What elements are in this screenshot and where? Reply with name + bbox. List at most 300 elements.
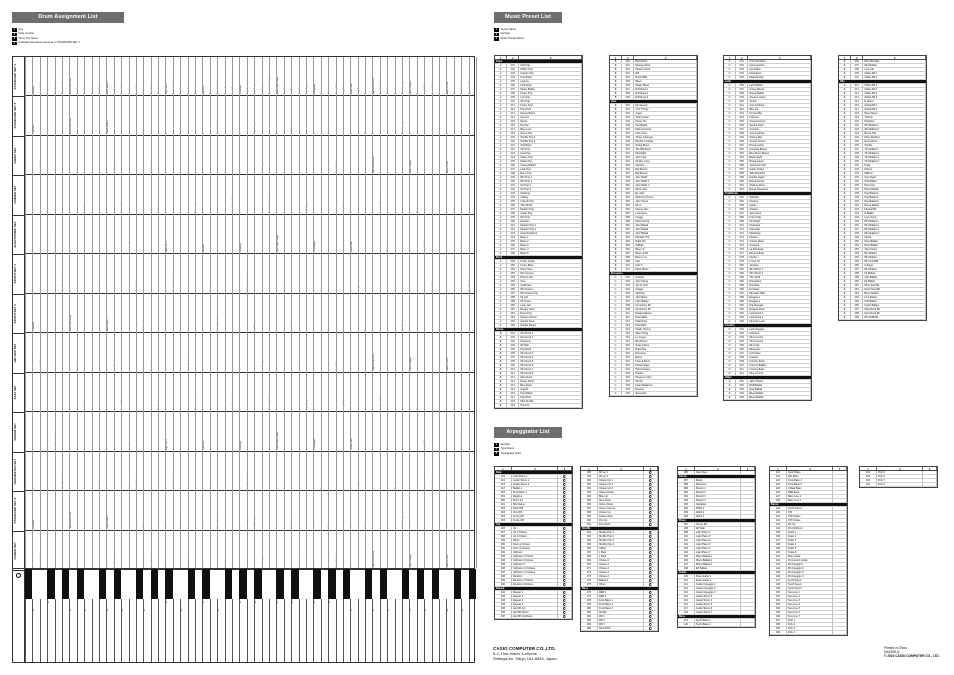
black-key bbox=[25, 569, 32, 599]
same-as-standard-mark: ← bbox=[239, 486, 242, 490]
hold-cell bbox=[644, 599, 658, 602]
same-as-standard-mark: ← bbox=[283, 447, 286, 450]
group-cell: C bbox=[724, 140, 736, 143]
name-cell: Everywhere bbox=[863, 140, 926, 143]
name-cell: Soft Ballad bbox=[863, 300, 926, 303]
note-column-line bbox=[454, 57, 455, 568]
hold-circle-icon bbox=[649, 471, 652, 474]
number-cell: 025 bbox=[495, 519, 512, 522]
hold-cell bbox=[558, 547, 572, 550]
same-as-standard-mark: ← bbox=[39, 407, 42, 411]
hold-cell bbox=[741, 623, 755, 626]
note-number: 52 bbox=[210, 609, 213, 612]
drum-instrument-label: Open Cuica bbox=[394, 477, 397, 490]
same-as-standard-mark: ← bbox=[468, 131, 471, 134]
name-cell: Mr Ballad bbox=[863, 272, 926, 275]
same-as-standard-mark: ← bbox=[365, 289, 368, 292]
same-as-standard-mark: ← bbox=[291, 250, 294, 253]
number-cell: 048 bbox=[581, 471, 598, 474]
same-as-standard-mark: ← bbox=[402, 486, 405, 490]
black-key bbox=[62, 569, 69, 599]
number-cell: 034 bbox=[851, 176, 863, 179]
type-cell: Repeat 2 bbox=[512, 595, 558, 598]
type-cell: Funk Bass 2 bbox=[598, 603, 644, 606]
group-cell: C bbox=[610, 332, 622, 335]
drum-instrument-label: Ride Cymbal 1 bbox=[187, 80, 190, 95]
arp-row[interactable] bbox=[860, 483, 937, 487]
type-cell: Step Down bbox=[598, 499, 644, 502]
name-cell: Jazz Ballad bbox=[634, 232, 697, 235]
same-as-standard-mark: ← bbox=[121, 131, 124, 134]
same-as-standard-mark: ← bbox=[439, 565, 442, 568]
hold-circle-icon bbox=[649, 483, 652, 486]
same-as-standard-mark: ← bbox=[283, 526, 286, 529]
same-as-standard-mark: ← bbox=[173, 447, 176, 450]
same-as-standard-mark: ← bbox=[128, 210, 131, 213]
arp-column bbox=[677, 466, 756, 628]
number-cell: 093 bbox=[678, 503, 695, 506]
same-as-standard-mark: ← bbox=[313, 368, 316, 371]
same-as-standard-mark: ← bbox=[468, 171, 471, 174]
hold-cell bbox=[833, 483, 847, 486]
same-as-standard-mark: ← bbox=[298, 131, 301, 134]
category-name: Latin bbox=[725, 80, 731, 83]
same-as-standard-mark: ← bbox=[343, 131, 346, 134]
same-as-standard-mark: ← bbox=[187, 210, 190, 213]
same-as-standard-mark: ← bbox=[232, 131, 235, 134]
note-column-line bbox=[291, 57, 292, 568]
name-cell: 60's Rock 4 bbox=[519, 356, 582, 359]
number-cell: 056 bbox=[851, 264, 863, 267]
group-cell: B bbox=[610, 180, 622, 183]
hold-circle-icon bbox=[649, 575, 652, 578]
same-as-standard-mark: ← bbox=[247, 171, 249, 174]
same-as-standard-mark: ← bbox=[328, 486, 331, 490]
drum-instrument-label: Ride Bell bbox=[202, 243, 205, 253]
same-as-standard-mark: ← bbox=[173, 210, 176, 213]
number-cell: 035 bbox=[622, 124, 634, 127]
note-number: 32 bbox=[62, 601, 65, 604]
name-cell: 80's Ballad 4 bbox=[863, 232, 926, 235]
number-cell: 067 bbox=[622, 252, 634, 255]
name-cell: Double Sagra bbox=[748, 176, 811, 179]
hold-cell bbox=[833, 583, 847, 586]
number-cell: 043 bbox=[851, 212, 863, 215]
same-as-standard-mark: ← bbox=[372, 250, 375, 253]
same-as-standard-mark: ← bbox=[69, 250, 72, 253]
name-cell: Pure Pride bbox=[748, 216, 811, 219]
same-as-standard-mark: ← bbox=[210, 526, 213, 529]
note-number: 83 bbox=[439, 609, 442, 612]
number-cell: 070 bbox=[581, 563, 598, 566]
same-as-standard-mark: ← bbox=[165, 526, 168, 529]
name-cell: Jazz Waltz 2 bbox=[634, 184, 697, 187]
same-as-standard-mark: ← bbox=[269, 447, 272, 450]
hold-cell bbox=[833, 515, 847, 518]
hold-circle-icon bbox=[563, 599, 566, 602]
header-cell: 1 bbox=[581, 467, 598, 470]
type-cell: Poly 1 bbox=[787, 619, 833, 622]
number-cell: 078 bbox=[736, 256, 748, 259]
type-cell: Synth Seq 3 bbox=[787, 587, 833, 590]
drum-instrument-label: High Wood Block bbox=[372, 156, 375, 174]
drum-instrument-label: High Tom 1 bbox=[180, 83, 183, 95]
number-cell: 039 bbox=[507, 216, 519, 219]
note-column-line bbox=[158, 57, 159, 568]
header-cell: 2 bbox=[877, 467, 923, 470]
arp-row[interactable] bbox=[770, 631, 847, 635]
arp-row[interactable] bbox=[495, 615, 572, 619]
number-cell: 086 bbox=[736, 288, 748, 291]
same-as-standard-mark: ← bbox=[357, 407, 360, 411]
same-as-standard-mark: ← bbox=[106, 250, 109, 253]
same-as-standard-mark: ← bbox=[173, 407, 176, 411]
type-cell: Down bbox=[512, 539, 558, 542]
drum-instrument-label: Low Tom 2 bbox=[113, 360, 116, 371]
arp-row[interactable] bbox=[678, 623, 755, 627]
name-cell: 80's Pop 1 bbox=[519, 176, 582, 179]
type-cell: Octave 2 bbox=[598, 559, 644, 562]
name-cell: Big Band 2 bbox=[634, 172, 697, 175]
number-cell: 027 bbox=[507, 168, 519, 171]
same-as-standard-mark: ← bbox=[409, 289, 412, 292]
same-as-standard-mark: ← bbox=[224, 210, 227, 213]
hold-cell bbox=[833, 571, 847, 574]
type-cell: Mozart 1 bbox=[695, 487, 741, 490]
number-cell: 050 bbox=[851, 240, 863, 243]
black-key bbox=[276, 569, 283, 599]
same-as-standard-mark: ← bbox=[394, 526, 397, 529]
same-as-standard-mark: ← bbox=[335, 486, 338, 490]
same-as-standard-mark: ← bbox=[239, 171, 242, 174]
hold-cell bbox=[741, 583, 755, 586]
type-cell: Glowflow bbox=[695, 503, 741, 506]
number-cell: 020 bbox=[622, 60, 634, 63]
drum-instrument-label: Ride Cymbal 1 bbox=[187, 159, 190, 174]
same-as-standard-mark: ← bbox=[136, 250, 139, 253]
type-cell: Pop Down bbox=[598, 523, 644, 526]
hold-circle-icon bbox=[563, 615, 566, 618]
drum-instrument-label: High Tom 2 bbox=[165, 83, 168, 95]
drum-instrument-label: Open Rim Shot bbox=[62, 276, 65, 292]
black-key bbox=[202, 569, 209, 599]
type-cell: Latin Piano 1 bbox=[512, 475, 558, 478]
hold-circle-icon bbox=[649, 599, 652, 602]
same-as-standard-mark: ← bbox=[424, 565, 427, 568]
white-key-line bbox=[269, 599, 270, 662]
number-cell: 016 bbox=[507, 392, 519, 395]
number-cell: 087 bbox=[736, 292, 748, 295]
same-as-standard-mark: ← bbox=[32, 210, 35, 213]
hold-cell bbox=[833, 591, 847, 594]
name-cell: R/R Rock 2 bbox=[634, 92, 697, 95]
hold-cell bbox=[644, 543, 658, 546]
number-cell: 064 bbox=[507, 320, 519, 323]
type-cell: Poly 5 bbox=[877, 471, 923, 474]
number-cell: 053 bbox=[507, 276, 519, 279]
hold-cell bbox=[741, 607, 755, 610]
same-as-standard-mark: ← bbox=[306, 368, 309, 371]
group-cell: E bbox=[839, 316, 851, 319]
legend-row bbox=[494, 452, 614, 456]
same-as-standard-mark: ← bbox=[217, 407, 220, 411]
same-as-standard-mark: ← bbox=[276, 131, 279, 134]
name-cell: Retro Pop bbox=[519, 172, 582, 175]
hold-cell bbox=[741, 599, 755, 602]
group-cell: D bbox=[724, 364, 736, 367]
number-cell: 159 bbox=[770, 627, 787, 630]
note-number: 27 bbox=[25, 601, 28, 604]
same-as-standard-mark: ← bbox=[446, 210, 449, 213]
same-as-standard-mark: ← bbox=[76, 329, 79, 332]
type-cell: UpDown 4 Octave bbox=[512, 559, 558, 562]
hold-cell bbox=[644, 623, 658, 626]
white-key-line bbox=[358, 599, 359, 662]
legend-text: Indicates that same sound as in STANDARD SET 1 bbox=[18, 41, 80, 45]
hold-cell bbox=[833, 619, 847, 622]
same-as-standard-mark: ← bbox=[158, 447, 161, 450]
number-cell: 052 bbox=[507, 272, 519, 275]
group-cell: C bbox=[610, 300, 622, 303]
name-cell: Soft Pop bbox=[519, 64, 582, 67]
group-cell: C bbox=[724, 152, 736, 155]
same-as-standard-mark: ← bbox=[113, 131, 116, 134]
number-cell: 022 bbox=[622, 68, 634, 71]
drum-set-name: STANDARD SET 2 bbox=[13, 103, 17, 130]
same-as-standard-mark: ← bbox=[54, 486, 57, 490]
group-cell: E bbox=[839, 304, 851, 307]
name-cell: Fianta bbox=[863, 236, 926, 239]
same-as-standard-mark: ← bbox=[335, 131, 338, 134]
name-cell: Drai Maids bbox=[634, 316, 697, 319]
number-cell: 070 bbox=[622, 264, 634, 267]
name-cell: Oldies Bit 6 bbox=[863, 96, 926, 99]
same-as-standard-mark: ← bbox=[113, 329, 116, 332]
number-cell: 002 bbox=[507, 68, 519, 71]
preset-row[interactable] bbox=[610, 392, 697, 396]
white-key-line bbox=[409, 599, 410, 662]
name-cell: Modern Pop bbox=[519, 208, 582, 211]
drum-instrument-label: Open Cuica bbox=[394, 82, 397, 95]
note-number: 45 bbox=[158, 609, 161, 612]
legend-text: Drum Set Name bbox=[18, 36, 38, 40]
same-as-standard-mark: ← bbox=[298, 486, 301, 490]
note-column-line bbox=[210, 57, 211, 568]
number-cell: 016 bbox=[507, 124, 519, 127]
name-cell: 60's Rock 1 bbox=[519, 332, 582, 335]
name-cell: Shaun Pop bbox=[519, 156, 582, 159]
same-as-standard-mark: ← bbox=[187, 447, 190, 450]
name-cell: Harmonic bbox=[863, 184, 926, 187]
group-cell: B bbox=[610, 96, 622, 99]
hold-cell bbox=[741, 543, 755, 546]
note-number: 50 bbox=[195, 609, 198, 612]
white-key-line bbox=[188, 599, 189, 662]
number-cell: 037 bbox=[736, 88, 748, 91]
note-column-line bbox=[284, 57, 285, 568]
legend-row bbox=[12, 41, 132, 45]
number-cell: 009 bbox=[507, 96, 519, 99]
number-cell: 036 bbox=[495, 567, 512, 570]
same-as-standard-mark: ← bbox=[269, 526, 272, 529]
number-cell: 085 bbox=[581, 627, 598, 630]
number-cell: 047 bbox=[736, 128, 748, 131]
note-number: 74 bbox=[372, 609, 375, 612]
number-cell: 140 bbox=[770, 551, 787, 554]
number-cell: 041 bbox=[851, 204, 863, 207]
hold-circle-icon bbox=[649, 615, 652, 618]
same-as-standard-mark: ← bbox=[417, 486, 420, 490]
hold-cell bbox=[833, 519, 847, 522]
hold-cell bbox=[558, 479, 572, 482]
black-key bbox=[328, 569, 335, 599]
header-cell: 1 bbox=[678, 467, 695, 470]
drum-instrument-label: Jingle Bell bbox=[424, 439, 427, 450]
number-cell: 045 bbox=[851, 220, 863, 223]
name-cell: Basic 4 bbox=[519, 248, 582, 251]
number-cell: 149 bbox=[770, 587, 787, 590]
same-as-standard-mark: ← bbox=[99, 171, 102, 174]
drum-legend bbox=[12, 28, 132, 46]
number-cell: 061 bbox=[736, 184, 748, 187]
group-cell: E bbox=[724, 380, 736, 383]
same-as-standard-mark: ← bbox=[283, 565, 286, 568]
drum-set-name: ROOM SET bbox=[13, 147, 17, 164]
number-cell: 005 bbox=[736, 344, 748, 347]
hold-cell bbox=[741, 507, 755, 510]
legend-key: 4 bbox=[13, 41, 15, 45]
black-key bbox=[313, 569, 320, 599]
number-cell: 079 bbox=[736, 260, 748, 263]
hold-circle-icon bbox=[649, 487, 652, 490]
note-number: 38 bbox=[106, 609, 109, 612]
number-cell: 012 bbox=[495, 479, 512, 482]
hold-cell bbox=[644, 519, 658, 522]
name-cell: Two Fishes bbox=[863, 248, 926, 251]
hold-cell bbox=[741, 471, 755, 474]
name-cell: Oldies Bit 5 bbox=[863, 92, 926, 95]
note-number: 46 bbox=[165, 601, 168, 604]
number-cell: 058 bbox=[507, 296, 519, 299]
number-cell: 065 bbox=[736, 204, 748, 207]
number-cell: 125 bbox=[770, 487, 787, 490]
same-as-standard-mark: ← bbox=[424, 407, 427, 411]
number-cell: 089 bbox=[678, 487, 695, 490]
number-cell: 051 bbox=[581, 483, 598, 486]
preset-row[interactable] bbox=[495, 404, 582, 408]
number-cell: 023 bbox=[851, 132, 863, 135]
type-cell: Scale 2 bbox=[787, 535, 833, 538]
category-name: Chord bbox=[679, 475, 687, 478]
group-cell: D bbox=[724, 344, 736, 347]
group-cell: E bbox=[839, 248, 851, 251]
number-cell: 066 bbox=[622, 248, 634, 251]
hold-cell bbox=[741, 603, 755, 606]
name-cell: Classy Ballad bbox=[519, 164, 582, 167]
name-cell: Twilight bbox=[634, 244, 697, 247]
same-as-standard-mark: ← bbox=[217, 289, 220, 292]
header-cell: 2 bbox=[736, 56, 748, 59]
drum-instrument-label: Low Wood Block bbox=[380, 393, 383, 411]
arp-row[interactable] bbox=[581, 627, 658, 631]
number-cell: 082 bbox=[581, 615, 598, 618]
same-as-standard-mark: ← bbox=[298, 526, 301, 529]
number-cell: 035 bbox=[507, 200, 519, 203]
group-cell: B bbox=[495, 336, 507, 339]
name-cell: Whiter Pop bbox=[519, 68, 582, 71]
number-cell: 043 bbox=[736, 112, 748, 115]
name-cell: Musical Bit bbox=[863, 208, 926, 211]
type-cell: Scale 6 bbox=[787, 551, 833, 554]
number-cell: 145 bbox=[770, 571, 787, 574]
name-cell: Havana bbox=[748, 200, 811, 203]
group-cell: E bbox=[839, 76, 851, 79]
number-cell: 022 bbox=[622, 360, 634, 363]
same-as-standard-mark: ← bbox=[254, 368, 257, 371]
type-cell: Add 8th Down bbox=[512, 611, 558, 614]
same-as-standard-mark: ← bbox=[69, 368, 72, 371]
number-cell: 097 bbox=[678, 523, 695, 526]
same-as-standard-mark: ← bbox=[261, 329, 264, 332]
note-column-line bbox=[143, 57, 144, 568]
drum-instrument-label: Snare Drum bbox=[91, 240, 94, 253]
drum-instrument-label: Claves bbox=[365, 324, 368, 332]
same-as-standard-mark: ← bbox=[121, 289, 124, 292]
name-cell: Pop Ballad 1 bbox=[863, 192, 926, 195]
hold-cell bbox=[644, 523, 658, 526]
group-cell: C bbox=[724, 216, 736, 219]
same-as-standard-mark: ← bbox=[247, 131, 249, 134]
number-cell: 059 bbox=[581, 515, 598, 518]
name-cell: Blues Ballad bbox=[748, 396, 811, 399]
same-as-standard-mark: ← bbox=[54, 131, 57, 134]
drum-instrument-label: Open Triangle bbox=[409, 80, 412, 95]
drum-instrument-label: Pedal Hi-Hat bbox=[136, 82, 139, 95]
same-as-standard-mark: ← bbox=[261, 289, 264, 292]
preset-row[interactable] bbox=[724, 396, 811, 400]
note-column-line bbox=[202, 57, 203, 568]
same-as-standard-mark: ← bbox=[461, 486, 464, 490]
hold-cell bbox=[741, 567, 755, 570]
drum-instrument-label: Castanet bbox=[32, 85, 35, 95]
name-cell: Guitar Follow bbox=[748, 168, 811, 171]
group-cell: E bbox=[839, 136, 851, 139]
same-as-standard-mark: ← bbox=[136, 329, 139, 332]
same-as-standard-mark: ← bbox=[276, 210, 279, 213]
same-as-standard-mark: ← bbox=[195, 171, 198, 174]
number-cell: 049 bbox=[736, 136, 748, 139]
number-cell: 158 bbox=[770, 623, 787, 626]
type-cell: Synth Bass 2 bbox=[695, 623, 741, 626]
number-cell: 058 bbox=[851, 272, 863, 275]
preset-row[interactable] bbox=[839, 316, 926, 320]
drum-instrument-label: Chinese Cymbal bbox=[195, 394, 198, 411]
company-address-2: Shibuya-ku, Tokyo 151-8543, Japan bbox=[493, 656, 557, 661]
note-column-line bbox=[62, 57, 63, 568]
same-as-standard-mark: ← bbox=[446, 447, 449, 450]
group-cell: C bbox=[724, 280, 736, 283]
hold-circle-icon bbox=[563, 503, 566, 506]
hold-circle-icon bbox=[563, 543, 566, 546]
drum-instrument-label: Open High Conga bbox=[276, 234, 279, 253]
same-as-standard-mark: ← bbox=[298, 289, 301, 292]
note-number: 82 bbox=[432, 601, 435, 604]
white-key-line bbox=[424, 599, 425, 662]
name-cell: Oldies Bit 2 bbox=[863, 76, 926, 79]
name-cell: Black Night bbox=[748, 156, 811, 159]
same-as-standard-mark: ← bbox=[32, 486, 35, 490]
number-cell: 052 bbox=[736, 148, 748, 151]
